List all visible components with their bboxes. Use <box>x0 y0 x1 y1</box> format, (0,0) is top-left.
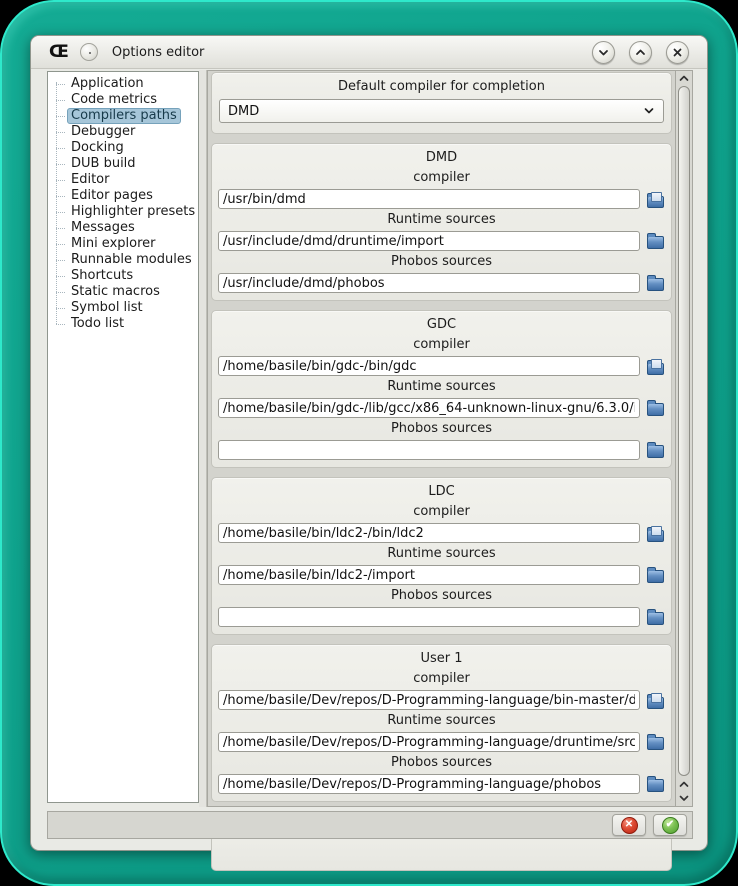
gdc-runtime-sources-input[interactable] <box>218 398 640 418</box>
cancel-icon: ✕ <box>621 817 638 834</box>
open-file-icon <box>647 363 664 375</box>
field-label: Phobos sources <box>390 254 493 269</box>
sidebar-item-application[interactable]: Application <box>53 76 198 92</box>
sidebar-item-mini-explorer[interactable]: Mini explorer <box>53 236 198 252</box>
maximize-button[interactable] <box>629 41 652 64</box>
sidebar-item-editor-pages[interactable]: Editor pages <box>53 188 198 204</box>
chevron-up-icon <box>678 778 690 790</box>
open-file-button[interactable] <box>645 189 665 209</box>
dmd-runtime-sources-input[interactable] <box>218 231 640 251</box>
select-folder-button[interactable] <box>645 398 665 418</box>
window-menu-button[interactable] <box>80 43 98 61</box>
ldc-runtime-sources-input[interactable] <box>218 565 640 585</box>
scroll-down-button[interactable] <box>676 791 692 805</box>
open-file-icon <box>647 697 664 709</box>
sidebar-item-debugger[interactable]: Debugger <box>53 124 198 140</box>
folder-icon <box>647 278 664 291</box>
chevron-down-icon <box>643 105 655 117</box>
group-title: GDC <box>426 317 457 332</box>
category-tree <box>53 76 198 332</box>
folder-icon <box>647 779 664 792</box>
options-editor-window <box>30 35 708 851</box>
open-file-button[interactable] <box>645 356 665 376</box>
folder-icon <box>647 612 664 625</box>
gdc-group <box>211 310 672 468</box>
sidebar-item-highlighter-presets[interactable]: Highlighter presets <box>53 204 198 220</box>
field-label: compiler <box>413 170 470 185</box>
select-folder-button[interactable] <box>645 273 665 293</box>
field-label: Phobos sources <box>390 755 493 770</box>
field-label: compiler <box>413 504 470 519</box>
group-title: Default compiler for completion <box>338 79 545 94</box>
chevron-up-icon <box>678 72 690 84</box>
titlebar[interactable] <box>31 36 707 69</box>
user1-phobos-sources-input[interactable] <box>218 774 640 794</box>
ldc-group <box>211 477 672 635</box>
group-title: DMD <box>425 150 458 165</box>
accept-button[interactable] <box>653 814 687 836</box>
sidebar-item-code-metrics[interactable]: Code metrics <box>53 92 198 108</box>
sidebar-item-editor[interactable]: Editor <box>53 172 198 188</box>
dmd-compiler-input[interactable] <box>218 189 640 209</box>
sidebar-item-symbol-list[interactable]: Symbol list <box>53 300 198 316</box>
select-folder-button[interactable] <box>645 231 665 251</box>
folder-icon <box>647 403 664 416</box>
category-list <box>47 71 199 803</box>
sidebar-item-docking[interactable]: Docking <box>53 140 198 156</box>
close-icon <box>671 46 684 59</box>
user1-group <box>211 644 672 802</box>
dialog-button-bar <box>47 811 693 839</box>
dmd-group <box>211 143 672 301</box>
user1-runtime-sources-input[interactable] <box>218 732 640 752</box>
compilers-paths-panel <box>207 70 675 807</box>
folder-icon <box>647 236 664 249</box>
select-folder-button[interactable] <box>645 774 665 794</box>
open-file-button[interactable] <box>645 523 665 543</box>
default-compiler-select[interactable] <box>219 99 664 123</box>
coedit-logo-icon: Œ <box>49 42 68 62</box>
select-folder-button[interactable] <box>645 440 665 460</box>
gdc-compiler-input[interactable] <box>218 356 640 376</box>
open-file-icon <box>647 530 664 542</box>
default-compiler-group <box>211 72 672 134</box>
window-title: Options editor <box>111 44 205 60</box>
field-label: compiler <box>413 337 470 352</box>
field-label: compiler <box>413 671 470 686</box>
scrollbar-thumb[interactable] <box>678 86 690 776</box>
scroll-up-button[interactable] <box>676 71 692 85</box>
group-title: LDC <box>428 484 455 499</box>
field-label: Runtime sources <box>387 546 496 561</box>
default-compiler-value: DMD <box>228 103 260 119</box>
group-title: User 1 <box>420 651 463 666</box>
sidebar-item-messages[interactable]: Messages <box>53 220 198 236</box>
folder-icon <box>647 445 664 458</box>
scroll-up-button-bottom[interactable] <box>676 777 692 791</box>
sidebar-item-static-macros[interactable]: Static macros <box>53 284 198 300</box>
select-folder-button[interactable] <box>645 732 665 752</box>
folder-icon <box>647 570 664 583</box>
open-file-button[interactable] <box>645 690 665 710</box>
close-button[interactable] <box>666 41 689 64</box>
sidebar-item-todo-list[interactable]: Todo list <box>53 316 198 332</box>
ldc-phobos-sources-input[interactable] <box>218 607 640 627</box>
field-label: Runtime sources <box>387 212 496 227</box>
user1-compiler-input[interactable] <box>218 690 640 710</box>
sidebar-splitter[interactable] <box>199 70 207 807</box>
sidebar-item-runnable-modules[interactable]: Runnable modules <box>53 252 198 268</box>
minimize-button[interactable] <box>592 41 615 64</box>
chevron-up-icon <box>634 46 647 59</box>
open-file-icon <box>647 196 664 208</box>
gdc-phobos-sources-input[interactable] <box>218 440 640 460</box>
field-label: Phobos sources <box>390 588 493 603</box>
folder-icon <box>647 737 664 750</box>
sidebar-item-dub-build[interactable]: DUB build <box>53 156 198 172</box>
chevron-down-icon <box>597 46 610 59</box>
sidebar-item-shortcuts[interactable]: Shortcuts <box>53 268 198 284</box>
ldc-compiler-input[interactable] <box>218 523 640 543</box>
select-folder-button[interactable] <box>645 565 665 585</box>
vertical-scrollbar[interactable] <box>675 70 693 807</box>
field-label: Phobos sources <box>390 421 493 436</box>
field-label: Runtime sources <box>387 379 496 394</box>
accept-icon: ✔ <box>662 817 679 834</box>
field-label: Runtime sources <box>387 713 496 728</box>
cancel-button[interactable] <box>612 814 646 836</box>
select-folder-button[interactable] <box>645 607 665 627</box>
sidebar-item-compilers-paths[interactable]: Compilers paths <box>53 108 198 124</box>
dmd-phobos-sources-input[interactable] <box>218 273 640 293</box>
chevron-down-icon <box>678 792 690 804</box>
